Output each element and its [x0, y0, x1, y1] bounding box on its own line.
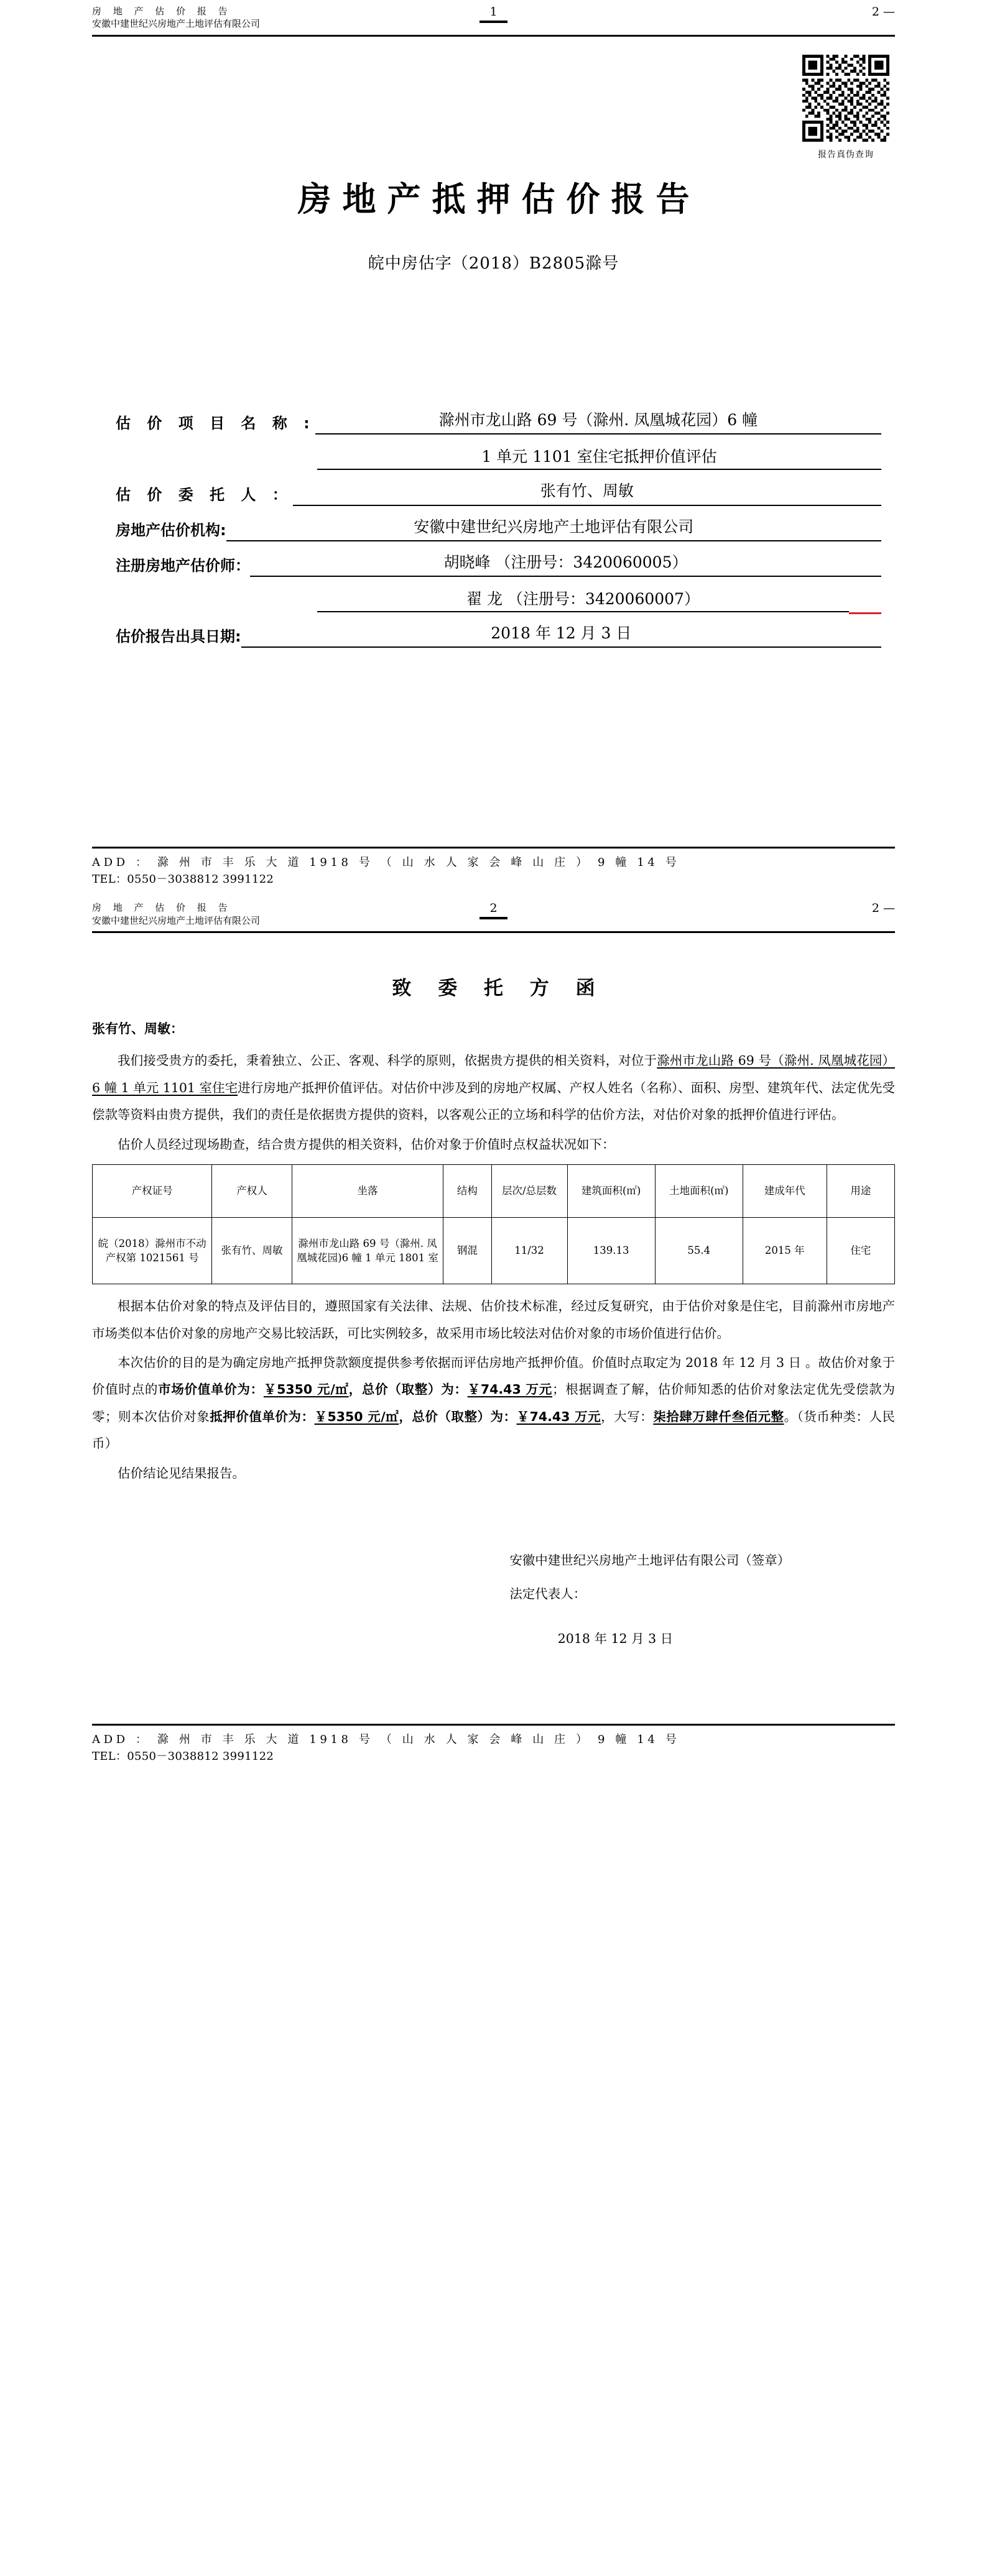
td-structure: 钢混	[443, 1218, 491, 1284]
th-owner: 产权人	[212, 1165, 292, 1218]
field-value-project-name-line2: 1 单元 1101 室住宅抵押价值评估	[317, 444, 881, 470]
field-value-issue-date: 2018 年 12 月 3 日	[241, 622, 881, 648]
th-floor: 层次/总层数	[491, 1165, 567, 1218]
para4-label-mortgage-unit-price: 抵押价值单价为：	[210, 1409, 315, 1424]
td-certificate-no: 皖（2018）滁州市不动产权第 1021561 号	[93, 1218, 212, 1284]
para1-underlined-address: 滁州市龙山路 69 号（滁州. 凤凰城花园）6 幢 1 单元 1101 室住宅	[92, 1053, 896, 1095]
para4-value-mortgage-total-price: ￥74.43 万元	[516, 1409, 601, 1424]
para4-value-amount-in-words: 柒拾肆万肆仟叁佰元整	[653, 1409, 784, 1424]
letter-paragraph-2: 估价人员经过现场勘查，结合贵方提供的相关资料，估价对象于价值时点权益状况如下：	[118, 1136, 615, 1152]
field-client	[116, 480, 881, 505]
letter-section	[0, 972, 987, 1721]
header-page-number-wrap-2	[0, 901, 987, 919]
qr-caption-label: 报告真伪查询	[818, 150, 874, 160]
signature-block	[92, 1544, 895, 1611]
running-header-page1	[0, 0, 987, 48]
footer-address-2: ADD ： 滁 州 市 丰 乐 大 道 1918 号 （ 山 水 人 家 会 峰 山 庄 ） 9 幢 14 号	[92, 1732, 680, 1746]
footer-telephone: TEL：0550－3038812 3991122	[92, 873, 274, 886]
qr-code-icon[interactable]	[802, 55, 889, 142]
field-label-client: 估 价 委 托 人 ：	[116, 485, 293, 504]
footer-divider-2	[92, 1724, 895, 1726]
signature-legal-representative: 法定代表人：	[509, 1586, 586, 1601]
header-company-name-2: 安徽中建世纪兴房地产土地评估有限公司	[92, 914, 261, 926]
field-label-issue-date: 估价报告出具日期:	[116, 628, 241, 646]
header-page-number-wrap	[0, 5, 987, 23]
header-report-title-2: 房 地 产 估 价 报 告	[92, 902, 232, 914]
report-code: 皖中房估字（2018）B2805滁号	[368, 254, 619, 273]
para4-part-f: ，大写：	[601, 1409, 654, 1424]
th-land-area: 土地面积(㎡)	[655, 1165, 743, 1218]
td-land-area: 55.4	[655, 1218, 743, 1284]
letter-paragraph-5: 估价结论见结果报告。	[118, 1465, 245, 1481]
para4-value-market-unit-price: ￥5350 元/㎡	[263, 1382, 349, 1397]
para4-part-c: ，总价（取整）为：	[348, 1382, 468, 1397]
field-value-appraiser-1: 胡晓峰 （注册号：3420060005）	[250, 551, 881, 577]
td-floor: 11/32	[491, 1218, 567, 1284]
td-location: 滁州市龙山路 69 号（滁州. 凤凰城花园)6 幢 1 单元 1801 室	[292, 1218, 443, 1284]
cover-section	[0, 48, 987, 844]
header-page-number: 1	[480, 6, 507, 23]
field-value-project-name-line1: 滁州市龙山路 69 号（滁州. 凤凰城花园）6 幢	[315, 409, 881, 435]
footer-address: ADD ： 滁 州 市 丰 乐 大 道 1918 号 （ 山 水 人 家 会 峰 山 庄 ） 9 幢 14 号	[92, 856, 680, 870]
th-usage: 用途	[827, 1165, 894, 1218]
header-company-name: 安徽中建世纪兴房地产土地评估有限公司	[92, 18, 261, 30]
para4-part-d: ；根据调查了解，估价师知悉的估价对象法定优先受偿款为零；则本次估价对象	[92, 1382, 896, 1424]
page2-bottom-spacer	[92, 1647, 895, 1721]
letter-paragraph-1	[92, 1047, 895, 1128]
td-building-area: 139.13	[567, 1218, 655, 1284]
field-value-agency: 安徽中建世纪兴房地产土地评估有限公司	[226, 516, 881, 541]
para4-part-g: 。（货币种类：人民币）	[92, 1409, 896, 1451]
header-page-number-2: 2	[480, 903, 507, 919]
header-divider-2	[92, 931, 895, 933]
field-label-project-name: 估 价 项 目 名 称 :	[116, 415, 315, 433]
table-header-row	[93, 1165, 895, 1218]
signature-company: 安徽中建世纪兴房地产土地评估有限公司（签章）	[509, 1553, 790, 1568]
header-report-title: 房 地 产 估 价 报 告	[92, 6, 232, 17]
field-issue-date	[116, 622, 881, 648]
running-header-page2	[0, 896, 987, 945]
para4-label-market-unit-price: 市场价值单价为：	[158, 1382, 264, 1397]
field-project-name-line2-row	[116, 444, 881, 470]
letter-paragraph-4	[92, 1350, 895, 1458]
para4-part-b: 价值时点取定为 2018 年 12 月 3 日 。故估价对象于价值时点的	[92, 1355, 895, 1397]
field-project-name	[116, 409, 881, 435]
para4-part-e: ，总价（取整）为：	[399, 1409, 517, 1424]
header-right-marker: 2 —	[871, 5, 895, 19]
footer-telephone-2: TEL：0550－3038812 3991122	[92, 1749, 274, 1763]
th-certificate-no: 产权证号	[93, 1165, 212, 1218]
red-underline-mark	[849, 612, 881, 614]
running-footer-page1	[0, 844, 987, 888]
field-value-client: 张有竹、周敏	[293, 480, 881, 505]
para4-value-market-total-price: ￥74.43 万元	[467, 1382, 553, 1397]
qr-verification-block[interactable]	[797, 55, 895, 160]
th-location: 坐落	[292, 1165, 443, 1218]
th-building-area: 建筑面积(㎡)	[567, 1165, 655, 1218]
page-title: 房地产抵押估价报告	[297, 180, 701, 219]
field-label-appraiser: 注册房地产估价师：	[116, 557, 250, 575]
running-footer-page2	[0, 1721, 987, 1765]
field-agency	[116, 516, 881, 541]
th-structure: 结构	[443, 1165, 491, 1218]
td-year-built: 2015 年	[743, 1218, 827, 1284]
cover-fields-block	[92, 409, 895, 648]
td-usage: 住宅	[827, 1218, 894, 1284]
para1-part-a: 我们接受贵方的委托，秉着独立、公正、客观、科学的原则，依据贵方提供的相关资料，对位于	[118, 1053, 657, 1069]
table-row	[93, 1218, 895, 1284]
header-divider	[92, 35, 895, 37]
td-owner: 张有竹、周敏	[212, 1218, 292, 1284]
cover-bottom-spacer	[92, 658, 895, 844]
footer-divider	[92, 847, 895, 849]
letter-paragraph-3: 根据本估价对象的特点及评估目的，遵照国家有关法律、法规、估价技术标准，经过反复研究，由于估价对象是住宅，目前滁州市房地产市场类似本估价对象的房地产交易比较活跃，可比实例较多，故采用市场比较法对估价对象的市场价值进行估价。	[92, 1299, 895, 1341]
para1-part-b: 进行房地产抵押价值评估。对估价中涉及到的房地产权属、产权人姓名（名称）、面积、房型、建筑年代、法定优先受偿款等资料由贵方提供，我们的责任是依据贵方提供的资料，以客观公正的立场和科学的估价方法，对估价对象的抵押价值进行评估。	[92, 1080, 895, 1123]
field-appraiser-2	[116, 587, 881, 612]
field-label-agency: 房地产估价机构:	[116, 521, 226, 539]
th-year-built: 建成年代	[743, 1165, 827, 1218]
letter-salutation: 张有竹、周敏：	[92, 1021, 183, 1037]
field-appraiser-1	[116, 551, 881, 577]
para4-value-mortgage-unit-price: ￥5350 元/㎡	[314, 1409, 399, 1424]
header-right-marker-2: 2 —	[871, 901, 895, 916]
property-table	[92, 1164, 895, 1284]
para4-part-a: 本次估价的目的是为确定房地产抵押贷款额度提供参考依据而评估房地产抵押价值。	[118, 1355, 592, 1370]
field-value-appraiser-2: 翟 龙 （注册号：3420060007）	[317, 587, 849, 612]
letter-title: 致 委 托 方 函	[392, 977, 605, 1000]
signature-date: 2018 年 12 月 3 日	[557, 1631, 674, 1646]
